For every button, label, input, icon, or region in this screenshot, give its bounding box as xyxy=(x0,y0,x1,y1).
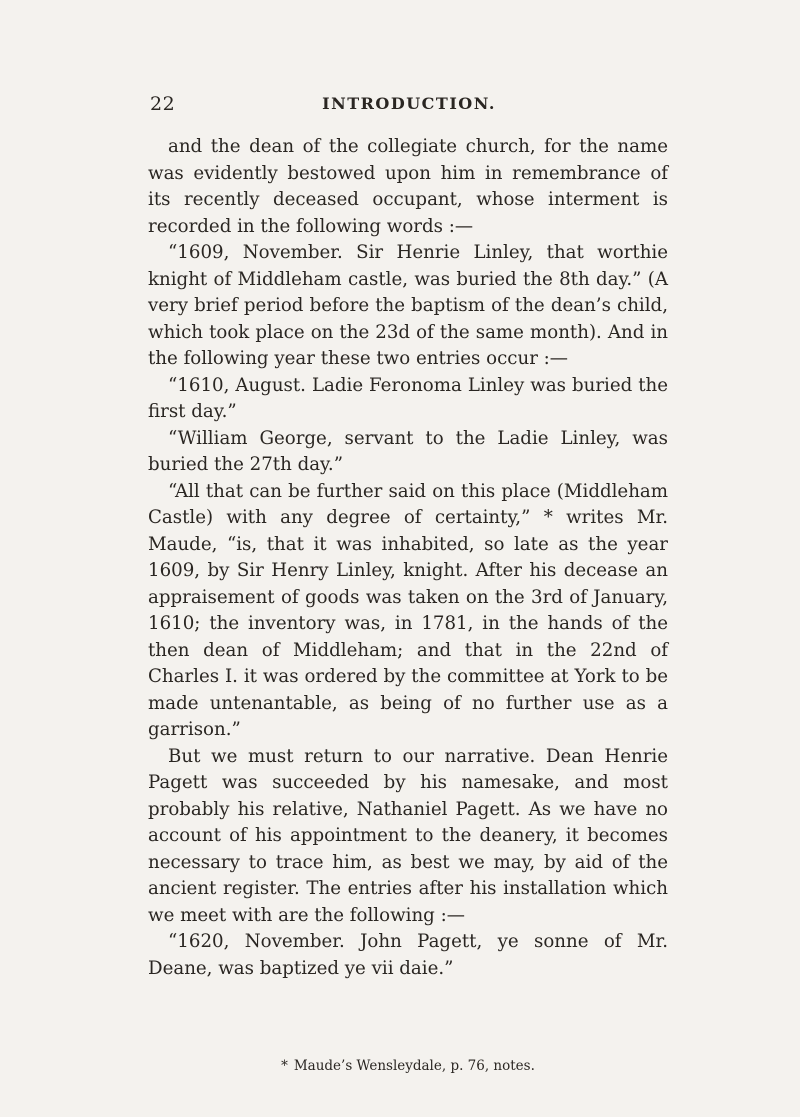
paragraph: “All that can be further said on this place (Middleham Castle) with any degree of certainty,” * writes Mr. Maude, “is, that it was inhabited, so late as the year 1609, by Sir Henry Linley, knight. After his decease an appraisement of goods was taken on the 3rd of January, 1610; the inventory was, in 1781, in the hands of the then dean of Middleham; and that in the 22nd of Charles I. it was ordered by the committee at York to be made untenantable, as being of no further use as a garrison.” xyxy=(148,480,668,740)
running-head: INTRODUCTION. xyxy=(322,94,496,113)
footnote xyxy=(148,1057,668,1075)
page-number: 22 xyxy=(150,93,176,115)
footnote-text: Maude’s Wensleydale, p. 76, notes. xyxy=(293,1058,535,1074)
paragraph: “William George, servant to the Ladie Linley, was buried the 27th day.” xyxy=(148,427,668,475)
paragraph: “1610, August. Ladie Feronoma Linley was buried the first day.” xyxy=(148,374,668,422)
paragraph: But we must return to our narrative. Dean Henrie Pagett was succeeded by his namesake, and most probably his relative, Nathaniel Pagett. As we have no account of his appointment to the deanery, it becomes necessary to trace him, as best we may, by aid of the ancient register. The entries after his installation which we meet with are the following :— xyxy=(148,745,668,926)
paragraph: “1609, November. Sir Henrie Linley, that worthie knight of Middleham castle, was buried the 8th day.” (A very brief period before the baptism of the dean’s child, which took place on the 23d of the same month). And in the following year these two entries occur :— xyxy=(148,242,668,369)
footnote-mark: * xyxy=(281,1058,288,1074)
page-header xyxy=(150,93,668,117)
body-text xyxy=(148,134,668,982)
paragraph: and the dean of the collegiate church, for the name was evidently bestowed upon him in remembrance of its recently deceased occupant, whose interment is recorded in the following words :— xyxy=(148,136,668,237)
paragraph: “1620, November. John Pagett, ye sonne of Mr. Deane, was baptized ye vii daie.” xyxy=(148,931,668,979)
